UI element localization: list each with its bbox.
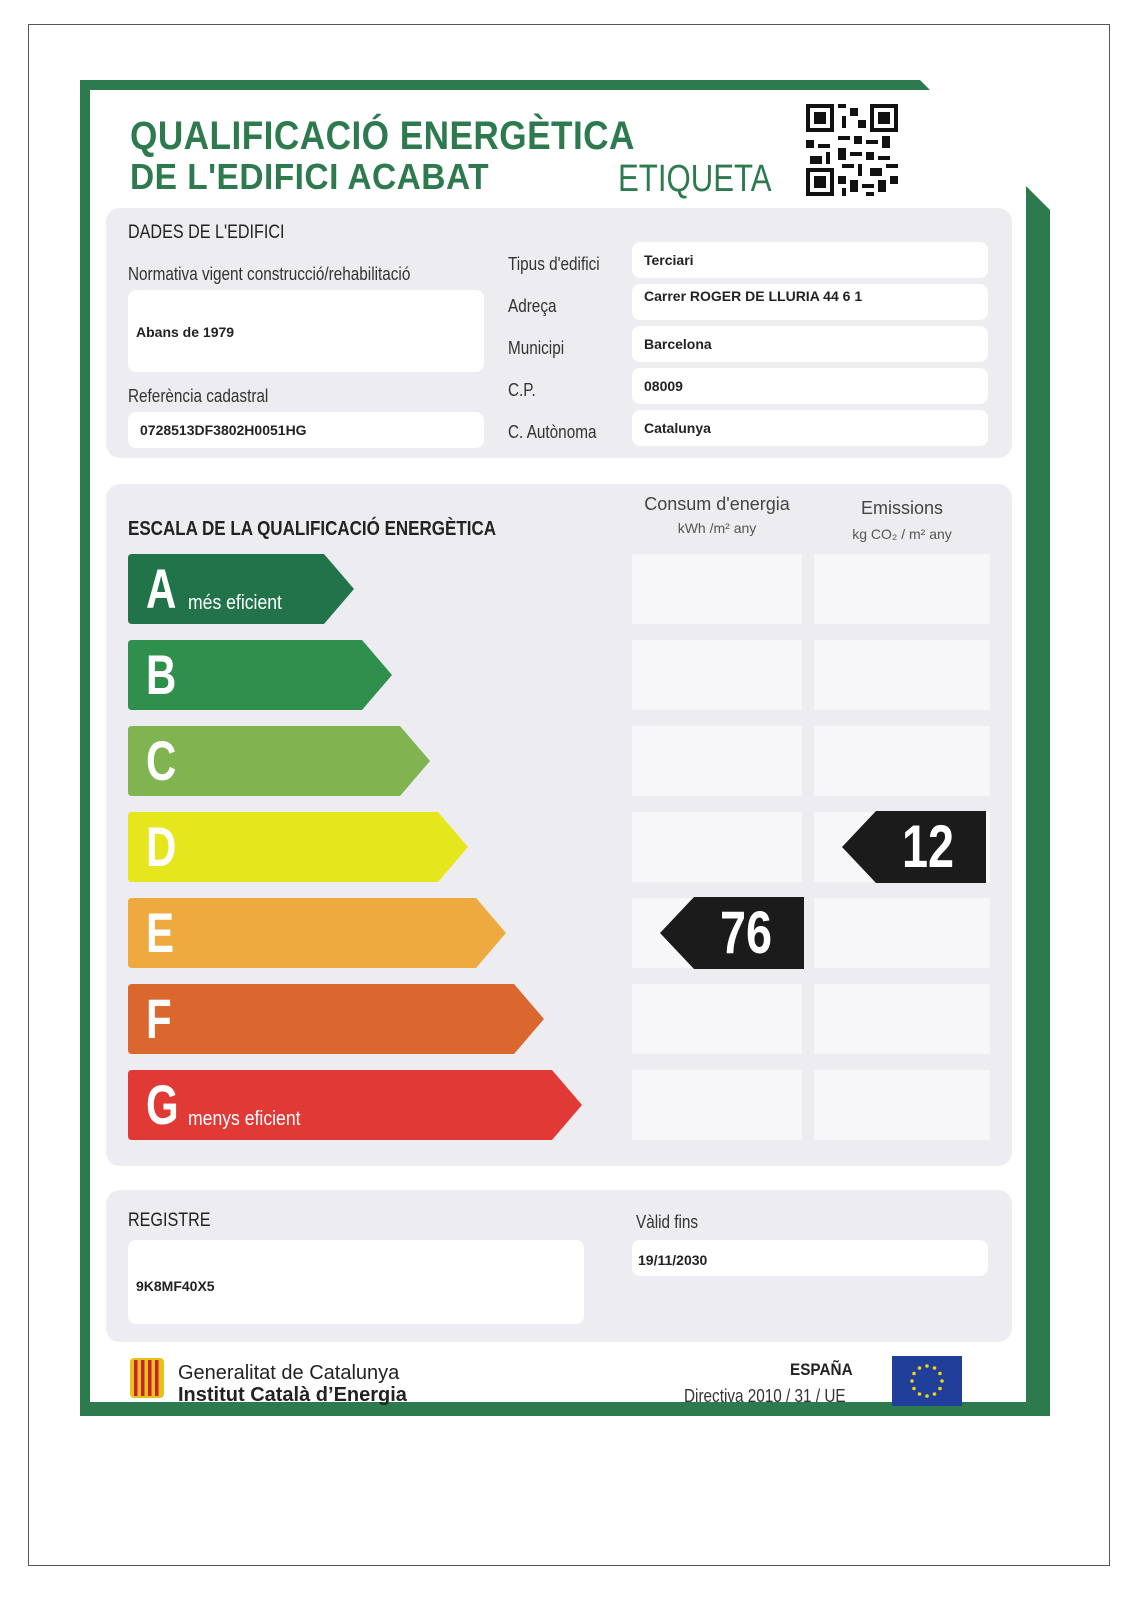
band-b bbox=[128, 640, 392, 710]
consum-indicator bbox=[660, 897, 804, 969]
energy-label-frame bbox=[80, 80, 1050, 1416]
band-text: menys eficient bbox=[188, 1108, 301, 1130]
emissions-indicator-value: 12 bbox=[901, 813, 955, 880]
band-e bbox=[128, 898, 506, 968]
field-label-autonoma: C. Autònoma bbox=[508, 422, 597, 442]
field-value-municipi: Barcelona bbox=[644, 336, 712, 352]
band-letter: A bbox=[146, 557, 177, 620]
emissions-unit: kg CO₂ / m² any bbox=[852, 526, 952, 542]
field-label-municipi: Municipi bbox=[508, 338, 565, 358]
registre-panel bbox=[106, 1190, 1012, 1342]
eu-star bbox=[925, 1364, 929, 1368]
band-text: més eficient bbox=[188, 592, 282, 614]
band-f bbox=[128, 984, 544, 1054]
valid-label: Vàlid fins bbox=[636, 1212, 699, 1232]
eu-star bbox=[933, 1366, 937, 1370]
eu-star bbox=[912, 1372, 916, 1376]
qr-code-icon bbox=[806, 104, 898, 196]
footer-line2: Institut Català d’Energia bbox=[178, 1384, 407, 1406]
catalan-coat-of-arms-icon bbox=[130, 1358, 164, 1398]
energy-label-inner bbox=[90, 90, 1026, 1406]
band-d bbox=[128, 812, 468, 882]
consum-indicator-value: 76 bbox=[719, 899, 773, 966]
field-box-tipus bbox=[632, 242, 988, 278]
field-label-cp: C.P. bbox=[508, 380, 536, 400]
dades-heading: DADES DE L'EDIFICI bbox=[128, 222, 285, 243]
emissions-cell bbox=[814, 726, 990, 796]
eu-flag-icon bbox=[892, 1356, 962, 1406]
consum-cell bbox=[632, 554, 802, 624]
band-letter: G bbox=[146, 1073, 179, 1136]
eu-star bbox=[940, 1379, 944, 1383]
band-a bbox=[128, 554, 354, 624]
eu-star bbox=[912, 1387, 916, 1391]
valid-value: 19/11/2030 bbox=[638, 1252, 708, 1268]
eu-star bbox=[910, 1379, 914, 1383]
referencia-label: Referència cadastral bbox=[128, 386, 269, 406]
consum-cell bbox=[632, 1070, 802, 1140]
consum-label: Consum d'energia bbox=[644, 494, 790, 514]
consum-cell bbox=[632, 726, 802, 796]
field-box-municipi bbox=[632, 326, 988, 362]
footer-institution bbox=[178, 1362, 407, 1406]
eu-star bbox=[925, 1394, 929, 1398]
field-value-tipus: Terciari bbox=[644, 252, 694, 268]
band-letter: C bbox=[146, 729, 177, 792]
field-value-autonoma: Catalunya bbox=[644, 420, 711, 436]
field-box-autonoma bbox=[632, 410, 988, 446]
field-box-cp bbox=[632, 368, 988, 404]
field-label-tipus: Tipus d'edifici bbox=[508, 254, 600, 274]
registre-value: 9K8MF40X5 bbox=[136, 1278, 215, 1294]
eu-star bbox=[938, 1387, 942, 1391]
eu-star bbox=[933, 1392, 937, 1396]
footer-country: ESPAÑA bbox=[790, 1360, 853, 1379]
dades-panel bbox=[106, 208, 1012, 458]
consum-cell bbox=[632, 984, 802, 1054]
band-letter: D bbox=[146, 815, 177, 878]
referencia-value: 0728513DF3802H0051HG bbox=[140, 422, 307, 438]
eu-star bbox=[918, 1392, 922, 1396]
consum-cell bbox=[632, 640, 802, 710]
normativa-label: Normativa vigent construcció/rehabilitació bbox=[128, 264, 411, 284]
title-line2: DE L'EDIFICI ACABAT bbox=[130, 156, 490, 197]
field-box-adreca bbox=[632, 284, 988, 320]
title-line1: QUALIFICACIÓ ENERGÈTICA bbox=[130, 114, 635, 158]
consum-cell bbox=[632, 812, 802, 882]
emissions-cell bbox=[814, 898, 990, 968]
emissions-cell bbox=[814, 984, 990, 1054]
emissions-indicator bbox=[842, 811, 986, 883]
emissions-label: Emissions bbox=[860, 498, 944, 518]
field-value-cp: 08009 bbox=[644, 378, 683, 394]
registre-heading: REGISTRE bbox=[128, 1210, 211, 1231]
footer-directive: Directiva 2010 / 31 / UE bbox=[684, 1386, 846, 1406]
band-letter: F bbox=[146, 987, 172, 1050]
escala-heading: ESCALA DE LA QUALIFICACIÓ ENERGÈTICA bbox=[128, 518, 497, 540]
eu-star bbox=[918, 1366, 922, 1370]
emissions-cell bbox=[814, 554, 990, 624]
referencia-box bbox=[128, 412, 484, 448]
emissions-cell bbox=[814, 1070, 990, 1140]
escala-panel bbox=[106, 484, 1012, 1166]
valid-box bbox=[632, 1240, 988, 1276]
emissions-cell bbox=[814, 640, 990, 710]
field-value-adreca: Carrer ROGER DE LLURIA 44 6 1 bbox=[644, 288, 863, 304]
band-letter: E bbox=[146, 901, 175, 964]
band-c bbox=[128, 726, 430, 796]
band-letter: B bbox=[146, 643, 177, 706]
footer-line1: Generalitat de Catalunya bbox=[178, 1362, 400, 1384]
consum-unit: kWh /m² any bbox=[677, 520, 757, 536]
registre-box bbox=[128, 1240, 584, 1324]
eu-star bbox=[938, 1372, 942, 1376]
normativa-box bbox=[128, 290, 484, 372]
band-g bbox=[128, 1070, 582, 1140]
field-label-adreca: Adreça bbox=[508, 296, 557, 316]
normativa-value: Abans de 1979 bbox=[136, 324, 235, 340]
etiqueta-label: ETIQUETA bbox=[618, 158, 772, 200]
